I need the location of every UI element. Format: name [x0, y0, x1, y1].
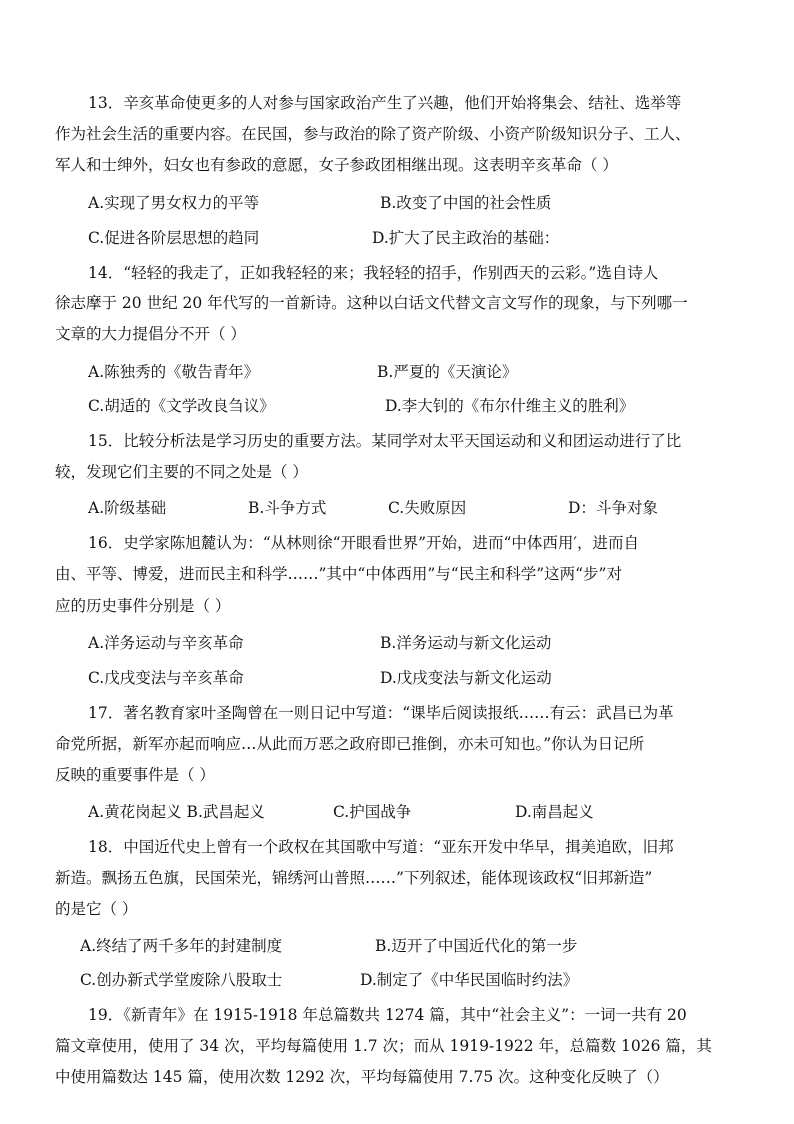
q16-line-2: 由、平等、博爱，进而民主和科学……”其中“中体西用”与“民主和科学”这两“步”对: [55, 565, 622, 583]
q18-option-a: A.终结了两千多年的封建制度: [80, 937, 283, 955]
q15-line-2: 较，发现它们主要的不同之处是（ ）: [55, 463, 308, 481]
q17-option-c: C.护国战争: [333, 803, 412, 821]
q13-line-1: 13．辛亥革命使更多的人对参与国家政治产生了兴趣，他们开始将集会、结社、选举等: [88, 94, 682, 112]
q14-line-3: 文章的大力提倡分不开（ ）: [55, 325, 246, 343]
q13-line-3: 军人和士绅外，妇女也有参政的意愿，女子参政团相继出现。这表明辛亥革命（ ）: [55, 156, 618, 174]
q18-line-2: 新造。飘扬五色旗，民国荣光，锦绣河山普照……”下列叙述，能体现该政权“旧邦新造”: [55, 869, 653, 887]
q16-option-c: C.戊戌变法与辛亥革命: [88, 669, 244, 687]
q17-option-d: D.南昌起义: [515, 803, 594, 821]
q15-option-c: C.失败原因: [388, 499, 467, 517]
q14-option-a: A.陈独秀的《敬告青年》: [88, 363, 260, 381]
q15-option-b: B.斗争方式: [248, 499, 327, 517]
q15-option-a: A.阶级基础: [88, 499, 167, 517]
q15-line-1: 15．比较分析法是学习历史的重要方法。某同学对太平天国运动和义和团运动进行了比: [88, 432, 682, 450]
q16-option-d: D.戊戌变法与新文化运动: [380, 669, 552, 687]
q14-option-c: C.胡适的《文学改良刍议》: [88, 397, 275, 415]
q16-option-b: B.洋务运动与新文化运动: [380, 634, 552, 652]
q18-line-1: 18．中国近代史上曾有一个政权在其国歌中写道：“亚东开发中华早，揖美追欧，旧邦: [88, 838, 674, 856]
q14-line-2: 徐志摩于 20 世纪 20 年代写的一首新诗。这种以白话文代替文言文写作的现象，与下列哪一: [55, 294, 688, 312]
q18-line-3: 的是它（ ）: [55, 900, 138, 918]
q15-option-d: D：斗争对象: [568, 499, 658, 517]
q13-option-c: C.促进各阶层思想的趋同: [88, 229, 260, 247]
q16-option-a: A.洋务运动与辛亥革命: [88, 634, 244, 652]
q16-line-3: 应的历史事件分别是（ ）: [55, 597, 231, 615]
q18-option-d: D.制定了《中华民国临时约法》: [360, 971, 579, 989]
q19-line-1: 19．《新青年》在 1915-1918 年总篇数共 1274 篇，其中“社会主义”：一词一共有 20: [88, 1006, 687, 1024]
q16-line-1: 16．史学家陈旭麓认为：“从林则徐“开眼看世界”开始，进而“中体西用′，进而自: [88, 534, 639, 552]
q14-option-d: D.李大钊的《布尔什维主义的胜利》: [385, 397, 635, 415]
q14-option-b: B.严夏的《天演论》: [377, 363, 518, 381]
q17-line-1: 17．著名教育家叶圣陶曾在一则日记中写道：“课毕后阅读报纸……有云：武昌已为革: [88, 704, 674, 722]
q13-line-2: 作为社会生活的重要内容。在民国，参与政治的除了资产阶级、小资产阶级知识分子、工人、: [55, 125, 691, 143]
q13-option-d: D.扩大了民主政治的基础：: [372, 229, 560, 247]
q18-option-c: C.创办新式学堂废除八股取士: [80, 971, 283, 989]
q13-option-a: A.实现了男女权力的平等: [88, 194, 260, 212]
q19-line-2: 篇文章使用，使用了 34 次，平均每篇使用 1.7 次；而从 1919-1922 年，总篇数 1026 篇，其: [55, 1037, 712, 1055]
q13-option-b: B.改变了中国的社会性质: [380, 194, 552, 212]
q14-line-1: 14．“轻轻的我走了，正如我轻轻的来；我轻轻的招手，作别西天的云彩。”选自诗人: [88, 264, 659, 282]
q17-line-3: 反映的重要事件是（ ）: [55, 766, 215, 784]
q19-line-3: 中使用篇数达 145 篇，使用次数 1292 次，平均每篇使用 7.75 次。这种变化反映了（）: [55, 1068, 669, 1086]
q17-option-ab: A.黄花岗起义 B.武昌起义: [88, 803, 265, 821]
q18-option-b: B.迈开了中国近代化的第一步: [375, 937, 578, 955]
q17-line-2: 命党所据，新军亦起而响应…从此而万恶之政府即已推倒，亦未可知也。”你认为日记所: [55, 735, 645, 753]
